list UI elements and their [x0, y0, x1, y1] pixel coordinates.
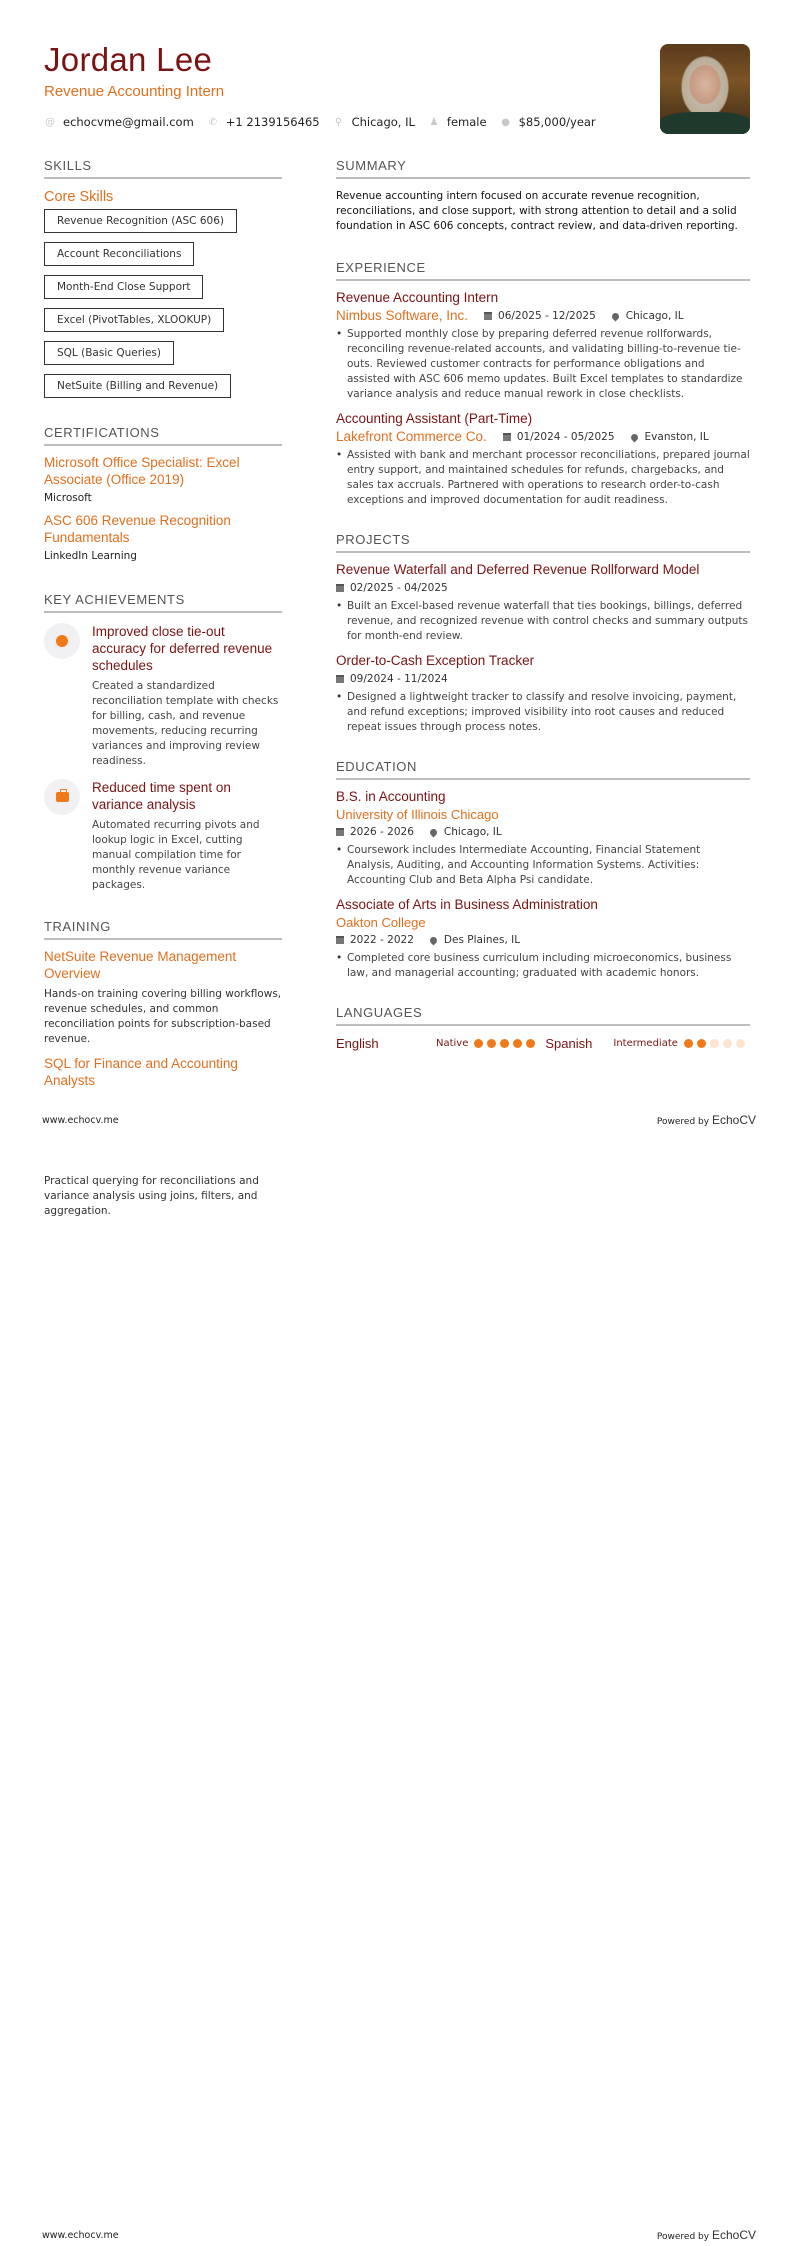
- calendar-icon: [336, 936, 344, 944]
- candidate-title: Revenue Accounting Intern: [44, 83, 225, 100]
- right-column: [336, 158, 750, 1073]
- training-description: Hands-on training covering billing workflows, revenue schedules, and common reconciliation points for subscription-based revenue.: [44, 988, 282, 1045]
- experience-section: [336, 260, 750, 508]
- certification-issuer: Microsoft: [44, 492, 92, 504]
- section-heading: SKILLS: [44, 158, 282, 179]
- school-name: Oakton College: [336, 915, 426, 930]
- map-pin-icon: [629, 432, 639, 442]
- skills-section: [44, 158, 282, 407]
- candidate-name: Jordan Lee: [44, 41, 213, 78]
- achievement-title: Improved close tie-out accuracy for deferred revenue schedules: [92, 624, 273, 673]
- language-level: Native: [436, 1038, 469, 1049]
- education-location: Des Plaines, IL: [443, 934, 521, 946]
- education-dates: 2022 - 2022: [350, 934, 414, 946]
- achievement-title: Reduced time spent on variance analysis: [92, 780, 231, 812]
- job-location: Chicago, IL: [625, 310, 684, 322]
- education-dates: 2026 - 2026: [350, 826, 414, 838]
- phone-value: +1 2139156465: [225, 115, 320, 129]
- section-heading: KEY ACHIEVEMENTS: [44, 592, 282, 613]
- skill-chip: NetSuite (Billing and Revenue): [44, 374, 231, 398]
- calendar-icon: [503, 433, 511, 441]
- map-pin-icon: ⚲: [334, 116, 343, 128]
- section-heading: CERTIFICATIONS: [44, 425, 282, 446]
- powered-by: Powered by EchoCV: [656, 1113, 756, 1127]
- job-dates: 01/2024 - 05/2025: [516, 431, 615, 443]
- language-name: English: [336, 1036, 379, 1051]
- degree-title: Associate of Arts in Business Administration: [336, 897, 598, 912]
- skill-chip: Revenue Recognition (ASC 606): [44, 209, 237, 233]
- education-bullet: • Coursework includes Intermediate Accounting, Financial Statement Analysis, Auditing, and Accounting Information Systems. Activities: Accounting Club and Beta Alpha Psi candidate.: [336, 843, 750, 888]
- contact-salary: [500, 115, 596, 129]
- project-dates: 02/2025 - 04/2025: [350, 582, 448, 594]
- projects-section: [336, 532, 750, 735]
- page-footer: [42, 1113, 756, 1127]
- experience-item: [336, 410, 750, 508]
- project-dates: 09/2024 - 11/2024: [350, 673, 448, 685]
- certification-name: ASC 606 Revenue Recognition Fundamentals: [44, 513, 231, 545]
- project-item: [336, 561, 750, 644]
- left-column: [44, 158, 282, 1111]
- section-heading: PROJECTS: [336, 532, 750, 553]
- brand-logo: EchoCV: [711, 1113, 756, 1127]
- project-title: Revenue Waterfall and Deferred Revenue Rollforward Model: [336, 562, 700, 577]
- skill-chip: Account Reconciliations: [44, 242, 194, 266]
- section-heading: EDUCATION: [336, 759, 750, 780]
- job-bullet: • Supported monthly close by preparing deferred revenue rollforwards, reconciling revenue-related accounts, and validating billing-to-revenue tie-outs. Reviewed customer contracts for performance obligations and assisted with ASC 606 memo updates. Built Excel templates to standardize variance analysis and reduce manual rework in close checklists.: [336, 327, 750, 402]
- achievement-description: Created a standardized reconciliation template with checks for billing, cash, and revenue movements, reducing recurring variances and improving review readiness.: [92, 680, 279, 767]
- project-bullet: • Designed a lightweight tracker to classify and resolve invoicing, payment, and refund exceptions; improved visibility into root causes and reduced repeat issues through process notes.: [336, 690, 750, 735]
- summary-text: Revenue accounting intern focused on accurate revenue recognition, reconciliations, and close support, with strong attention to detail and a solid foundation in ASC 606 concepts, contract review, and data-driven reporting.: [336, 190, 738, 232]
- contact-gender: [428, 115, 487, 129]
- section-heading: SUMMARY: [336, 158, 750, 179]
- money-icon: ●: [501, 116, 510, 128]
- gender-value: female: [446, 115, 487, 129]
- summary-section: [336, 158, 750, 234]
- skill-group-title: Core Skills: [44, 189, 114, 205]
- brand-logo: EchoCV: [711, 2228, 756, 2242]
- languages-row: [336, 1036, 750, 1051]
- location-value: Chicago, IL: [351, 115, 415, 129]
- project-item: [336, 652, 750, 735]
- calendar-icon: [336, 675, 344, 683]
- job-title: Revenue Accounting Intern: [336, 290, 499, 305]
- languages-section: [336, 1005, 750, 1051]
- calendar-icon: [336, 584, 344, 592]
- education-item: [336, 788, 750, 888]
- job-title: Accounting Assistant (Part-Time): [336, 411, 533, 426]
- certifications-section: [44, 425, 282, 562]
- training-name: NetSuite Revenue Management Overview: [44, 949, 237, 981]
- contact-phone[interactable]: [207, 115, 320, 129]
- education-location: Chicago, IL: [443, 826, 502, 838]
- language-rating: [684, 1039, 749, 1048]
- achievements-section: [44, 592, 282, 893]
- job-bullet: • Assisted with bank and merchant processor reconciliations, prepared journal entry support, and maintained schedules for refunds, chargebacks, and sales tax accruals. Partnered with operations to research order-to-cash exceptions and improved documentation for audit readiness.: [336, 448, 750, 508]
- skill-chip: Excel (PivotTables, XLOOKUP): [44, 308, 224, 332]
- salary-value: $85,000/year: [518, 115, 596, 129]
- job-dates: 06/2025 - 12/2025: [498, 310, 596, 322]
- school-name: University of Illinois Chicago: [336, 807, 499, 822]
- language-rating: [474, 1039, 539, 1048]
- page-footer: [42, 2228, 756, 2242]
- calendar-icon: [484, 312, 492, 320]
- achievement-item: [44, 623, 282, 769]
- contact-row: [44, 115, 754, 129]
- powered-by: Powered by EchoCV: [656, 2228, 756, 2242]
- education-section: [336, 759, 750, 981]
- profile-photo: [660, 44, 750, 134]
- section-heading: LANGUAGES: [336, 1005, 750, 1026]
- contact-email[interactable]: [44, 115, 194, 129]
- company-name: Lakefront Commerce Co.: [336, 429, 487, 444]
- briefcase-icon: [44, 779, 80, 815]
- phone-icon: ✆: [208, 116, 217, 128]
- user-icon: ♟: [429, 116, 439, 128]
- website-link[interactable]: www.echocv.me: [42, 1114, 119, 1126]
- education-item: [336, 896, 750, 981]
- at-icon: @: [45, 116, 55, 128]
- training-description: Practical querying for reconciliations and variance analysis using joins, filters, and aggregation.: [44, 1175, 259, 1217]
- email-value: echocvme@gmail.com: [63, 115, 194, 129]
- website-link[interactable]: www.echocv.me: [42, 2229, 119, 2241]
- calendar-icon: [336, 828, 344, 836]
- skill-list: [44, 209, 282, 407]
- map-pin-icon: [428, 827, 438, 837]
- map-pin-icon: [610, 311, 620, 321]
- degree-title: B.S. in Accounting: [336, 789, 446, 804]
- achievement-item: [44, 779, 282, 893]
- project-bullet: • Built an Excel-based revenue waterfall that ties bookings, billings, deferred revenue, and recognized revenue with control checks and summary outputs for month-end review.: [336, 599, 750, 644]
- skill-chip: SQL (Basic Queries): [44, 341, 174, 365]
- training-section: [44, 919, 282, 1089]
- map-pin-icon: [428, 935, 438, 945]
- company-name: Nimbus Software, Inc.: [336, 308, 469, 323]
- language-level: Intermediate: [613, 1038, 678, 1049]
- resume-header: [44, 40, 754, 129]
- language-name: Spanish: [545, 1036, 593, 1051]
- certification-name: Microsoft Office Specialist: Excel Associate (Office 2019): [44, 455, 240, 487]
- experience-item: [336, 289, 750, 402]
- skill-chip: Month-End Close Support: [44, 275, 203, 299]
- job-location: Evanston, IL: [644, 431, 709, 443]
- training-name: SQL for Finance and Accounting Analysts: [44, 1056, 238, 1088]
- project-title: Order-to-Cash Exception Tracker: [336, 653, 535, 668]
- contact-location: [333, 115, 415, 129]
- certification-issuer: LinkedIn Learning: [44, 550, 137, 562]
- badge-icon: [44, 623, 80, 659]
- section-heading: EXPERIENCE: [336, 260, 750, 281]
- achievement-description: Automated recurring pivots and lookup logic in Excel, cutting manual compilation time for monthly revenue variance packages.: [92, 819, 260, 891]
- section-heading: TRAINING: [44, 919, 282, 940]
- education-bullet: • Completed core business curriculum including microeconomics, business law, and managerial accounting; graduated with academic honors.: [336, 951, 750, 981]
